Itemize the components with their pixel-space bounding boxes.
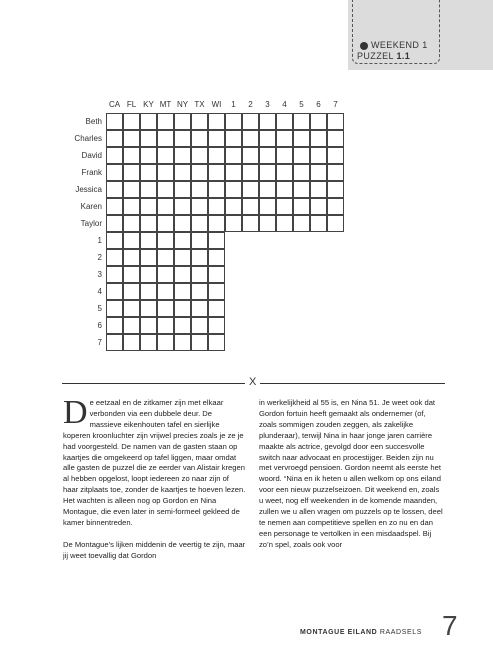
footer-title-rest: RAADSELS: [379, 629, 423, 636]
grid-cell[interactable]: [191, 266, 208, 283]
grid-cell[interactable]: [106, 232, 123, 249]
running-footer: [300, 629, 422, 636]
grid-cell[interactable]: [140, 283, 157, 300]
grid-cell[interactable]: [208, 283, 225, 300]
divider-left: [62, 383, 245, 384]
grid-cell[interactable]: [174, 249, 191, 266]
grid-cell[interactable]: [310, 113, 327, 130]
grid-cell[interactable]: [310, 164, 327, 181]
grid-cell[interactable]: [310, 215, 327, 232]
grid-cell[interactable]: [276, 164, 293, 181]
grid-cell[interactable]: [191, 198, 208, 215]
row-header: 3: [97, 270, 102, 279]
article-paragraph: [63, 394, 246, 529]
grid-cell[interactable]: [123, 164, 140, 181]
grid-cell[interactable]: [310, 198, 327, 215]
grid-cell[interactable]: [123, 266, 140, 283]
puzzle-number-value: 1.1: [396, 51, 411, 61]
article-paragraph: De Montague’s lijken middenin de veertig te zijn, maar jij weet toevallig dat Gordon: [63, 539, 246, 560]
grid-cell[interactable]: [174, 198, 191, 215]
grid-cell[interactable]: [157, 232, 174, 249]
grid-cell[interactable]: [191, 181, 208, 198]
grid-cell[interactable]: [140, 130, 157, 147]
grid-cell[interactable]: [123, 198, 140, 215]
grid-cell[interactable]: [327, 198, 344, 215]
grid-cell[interactable]: [208, 164, 225, 181]
weekend-label: WEEKEND 1: [371, 40, 428, 50]
column-header: TX: [194, 100, 205, 109]
grid-cell[interactable]: [327, 147, 344, 164]
column-header: MT: [159, 100, 172, 109]
grid-cell[interactable]: [259, 164, 276, 181]
grid-cell[interactable]: [123, 130, 140, 147]
grid-cell[interactable]: [140, 334, 157, 351]
grid-cell[interactable]: [259, 113, 276, 130]
row-header: 1: [97, 236, 102, 245]
grid-cell[interactable]: [242, 164, 259, 181]
grid-cell[interactable]: [106, 334, 123, 351]
column-header: 7: [333, 100, 338, 109]
grid-cell[interactable]: [225, 164, 242, 181]
divider-right: [260, 383, 445, 384]
grid-cell[interactable]: [106, 300, 123, 317]
grid-cell[interactable]: [174, 232, 191, 249]
article-paragraph: in werkelijkheid al 55 is, en Nina 51. Je weet ook dat Gordon fortuin heeft gemaakt als ondernemer (of, zoals sommigen zouden zeggen, als zakelijke plunderaar), terwijl Nina in haar jonge jaren carrière maakte als actrice, gevolgd door een succesvolle switch naar advocaat en procestijger. Beiden zijn nu met vervroegd pensioen. Gordon neemt als eerste het woord. “Nina en ik heten u allen welkom op ons eiland voor een nieuw puzzelseizoen. Dit weekend en, zoals u weet, nog elf weekenden in de komende maanden, zullen we u allen vragen om puzzels op te lossen, deel te nemen aan competitieve spellen en zo nu en dan een personage te vertolken in een misdaadspel. Bij zo’n spel, zoals ook voor: [259, 398, 443, 549]
row-header: Charles: [74, 134, 102, 143]
grid-cell[interactable]: [208, 317, 225, 334]
grid-cell[interactable]: [191, 283, 208, 300]
grid-cell[interactable]: [106, 266, 123, 283]
grid-cell[interactable]: [157, 215, 174, 232]
row-header: 5: [97, 304, 102, 313]
grid-cell[interactable]: [310, 147, 327, 164]
row-header: 2: [97, 253, 102, 262]
grid-cell[interactable]: [293, 164, 310, 181]
grid-cell[interactable]: [140, 232, 157, 249]
column-header: KY: [143, 100, 154, 109]
grid-cell[interactable]: [174, 164, 191, 181]
grid-cell[interactable]: [123, 283, 140, 300]
grid-cell[interactable]: [191, 232, 208, 249]
grid-cell[interactable]: [242, 147, 259, 164]
grid-cell[interactable]: [242, 215, 259, 232]
puzzle-number: [357, 51, 410, 61]
grid-cell[interactable]: [259, 215, 276, 232]
grid-cell[interactable]: [191, 164, 208, 181]
grid-cell[interactable]: [140, 198, 157, 215]
grid-cell[interactable]: [208, 300, 225, 317]
grid-cell[interactable]: [191, 130, 208, 147]
grid-cell[interactable]: [293, 147, 310, 164]
grid-cell[interactable]: [123, 215, 140, 232]
grid-cell[interactable]: [157, 334, 174, 351]
row-header: Taylor: [80, 219, 102, 228]
grid-cell[interactable]: [140, 215, 157, 232]
info-icon: [360, 42, 368, 50]
grid-cell[interactable]: [174, 317, 191, 334]
row-header: Karen: [80, 202, 102, 211]
column-header: 4: [282, 100, 287, 109]
grid-cell[interactable]: [157, 249, 174, 266]
grid-cell[interactable]: [123, 249, 140, 266]
article-column-right: [259, 398, 445, 562]
grid-cell[interactable]: [106, 317, 123, 334]
grid-cell[interactable]: [293, 113, 310, 130]
grid-cell[interactable]: [140, 147, 157, 164]
row-header: 7: [97, 338, 102, 347]
row-header: Beth: [85, 117, 102, 126]
grid-cell[interactable]: [327, 164, 344, 181]
grid-cell[interactable]: [208, 181, 225, 198]
grid-cell[interactable]: [327, 130, 344, 147]
grid-cell[interactable]: [191, 300, 208, 317]
grid-cell[interactable]: [174, 334, 191, 351]
grid-cell[interactable]: [276, 147, 293, 164]
grid-cell[interactable]: [208, 232, 225, 249]
column-header: NY: [176, 100, 189, 109]
article-column-left: [63, 394, 246, 572]
grid-cell[interactable]: [174, 181, 191, 198]
grid-cell[interactable]: [191, 317, 208, 334]
grid-cell[interactable]: [208, 215, 225, 232]
grid-cell[interactable]: [140, 317, 157, 334]
grid-cell[interactable]: [123, 147, 140, 164]
grid-cell[interactable]: [276, 215, 293, 232]
grid-cell[interactable]: [123, 232, 140, 249]
row-header: 4: [97, 287, 102, 296]
grid-cell[interactable]: [191, 215, 208, 232]
drop-cap: D: [63, 394, 88, 431]
grid-cell[interactable]: [174, 215, 191, 232]
paragraph-text: e eetzaal en de zitkamer zijn met elkaar verbonden via een dubbele deur. De massieve eikenhouten tafel en sierlijke koperen kroonluchter zijn vrijwel precies zoals je ze je had voorgesteld. De namen van de gasten staan op kaartjes die omgekeerd op tafel liggen, maar omdat alle gasten de puzzel die ze eerder van Alistair kregen al hebben opgelost, loopt iedereen zo naar zijn of haar zitplaats toe, zonder de kaartjes te hoeven lezen. Het wachten is alleen nog op Gordon en Nina Montague, die even later in semi-formeel gekleed de kamer binnentreden.: [63, 398, 246, 527]
grid-cell[interactable]: [208, 334, 225, 351]
grid-cell[interactable]: [174, 266, 191, 283]
row-header: Jessica: [75, 185, 102, 194]
row-header: David: [81, 151, 102, 160]
grid-cell[interactable]: [259, 130, 276, 147]
grid-cell[interactable]: [140, 300, 157, 317]
grid-cell[interactable]: [106, 130, 123, 147]
grid-cell[interactable]: [140, 164, 157, 181]
grid-cell[interactable]: [140, 266, 157, 283]
row-header: Frank: [81, 168, 102, 177]
puzzle-prefix: PUZZEL: [357, 51, 394, 61]
grid-cell[interactable]: [208, 113, 225, 130]
grid-cell[interactable]: [157, 266, 174, 283]
grid-cell[interactable]: [293, 130, 310, 147]
grid-cell[interactable]: [106, 113, 123, 130]
grid-cell[interactable]: [276, 113, 293, 130]
grid-cell[interactable]: [191, 147, 208, 164]
column-header: WI: [211, 100, 222, 109]
grid-cell[interactable]: [208, 130, 225, 147]
grid-cell[interactable]: [242, 198, 259, 215]
grid-cell[interactable]: [242, 113, 259, 130]
grid-cell[interactable]: [157, 283, 174, 300]
grid-cell[interactable]: [174, 130, 191, 147]
grid-cell[interactable]: [157, 300, 174, 317]
grid-cell[interactable]: [327, 181, 344, 198]
grid-cell[interactable]: [259, 147, 276, 164]
grid-cell[interactable]: [174, 300, 191, 317]
grid-cell[interactable]: [191, 249, 208, 266]
grid-cell[interactable]: [293, 215, 310, 232]
grid-cell[interactable]: [208, 147, 225, 164]
grid-cell[interactable]: [140, 181, 157, 198]
grid-cell[interactable]: [225, 198, 242, 215]
divider-symbol: X: [249, 376, 257, 388]
grid-cell[interactable]: [157, 317, 174, 334]
grid-cell[interactable]: [225, 130, 242, 147]
grid-cell[interactable]: [157, 130, 174, 147]
grid-cell[interactable]: [276, 198, 293, 215]
grid-cell[interactable]: [157, 164, 174, 181]
grid-cell[interactable]: [208, 249, 225, 266]
grid-cell[interactable]: [327, 113, 344, 130]
grid-cell[interactable]: [106, 147, 123, 164]
grid-cell[interactable]: [157, 198, 174, 215]
grid-cell[interactable]: [123, 113, 140, 130]
grid-cell[interactable]: [106, 181, 123, 198]
grid-cell[interactable]: [123, 334, 140, 351]
grid-cell[interactable]: [191, 113, 208, 130]
grid-cell[interactable]: [174, 147, 191, 164]
row-header: 6: [97, 321, 102, 330]
grid-cell[interactable]: [225, 215, 242, 232]
grid-cell[interactable]: [225, 113, 242, 130]
grid-cell[interactable]: [310, 181, 327, 198]
column-header: 3: [265, 100, 270, 109]
grid-cell[interactable]: [191, 334, 208, 351]
column-header: CA: [108, 100, 121, 109]
column-header: 1: [231, 100, 236, 109]
grid-cell[interactable]: [140, 113, 157, 130]
grid-cell[interactable]: [293, 198, 310, 215]
page-number: 7: [442, 610, 458, 641]
grid-cell[interactable]: [259, 181, 276, 198]
grid-cell[interactable]: [106, 283, 123, 300]
grid-cell[interactable]: [106, 164, 123, 181]
grid-cell[interactable]: [242, 181, 259, 198]
column-header: 6: [316, 100, 321, 109]
column-header: 5: [299, 100, 304, 109]
column-header: 2: [248, 100, 253, 109]
grid-cell[interactable]: [123, 317, 140, 334]
grid-cell[interactable]: [293, 181, 310, 198]
grid-cell[interactable]: [123, 181, 140, 198]
grid-cell[interactable]: [225, 181, 242, 198]
grid-cell[interactable]: [157, 147, 174, 164]
grid-cell[interactable]: [327, 215, 344, 232]
grid-cell[interactable]: [208, 198, 225, 215]
column-header: FL: [126, 100, 137, 109]
grid-cell[interactable]: [242, 130, 259, 147]
grid-cell[interactable]: [310, 130, 327, 147]
grid-cell[interactable]: [106, 198, 123, 215]
grid-cell[interactable]: [259, 198, 276, 215]
grid-cell[interactable]: [208, 266, 225, 283]
grid-cell[interactable]: [225, 147, 242, 164]
grid-cell[interactable]: [276, 130, 293, 147]
footer-title-bold: MONTAGUE EILAND: [300, 629, 378, 636]
grid-cell[interactable]: [157, 113, 174, 130]
grid-cell[interactable]: [106, 215, 123, 232]
grid-cell[interactable]: [174, 283, 191, 300]
grid-cell[interactable]: [140, 249, 157, 266]
grid-cell[interactable]: [123, 300, 140, 317]
grid-cell[interactable]: [157, 181, 174, 198]
grid-cell[interactable]: [276, 181, 293, 198]
grid-cell[interactable]: [106, 249, 123, 266]
grid-cell[interactable]: [174, 113, 191, 130]
